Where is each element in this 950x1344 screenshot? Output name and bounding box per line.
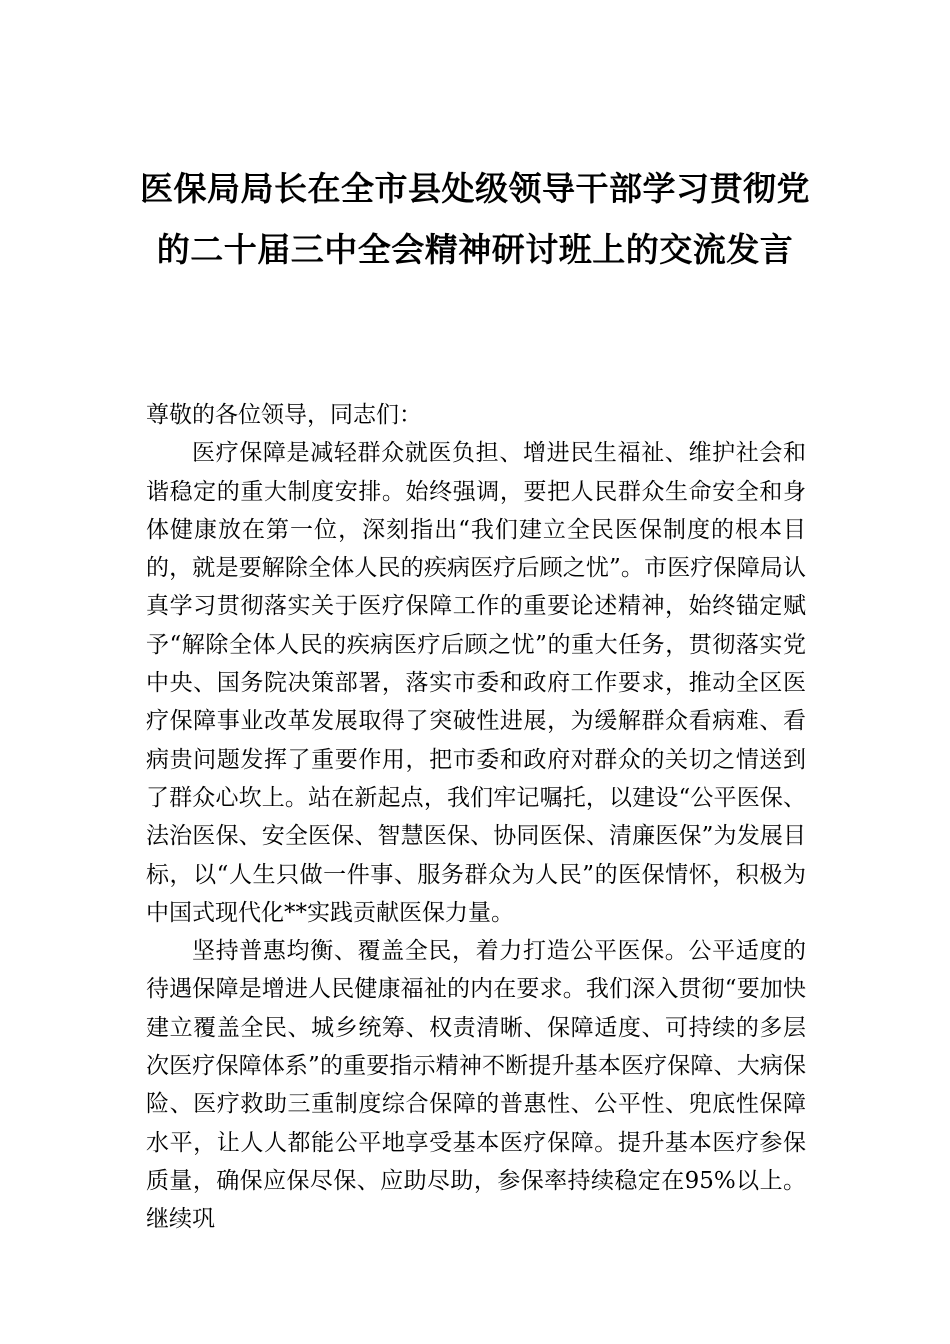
salutation: 尊敬的各位领导，同志们： [146,402,422,428]
document-body [146,396,806,1239]
paragraph-fair-insurance: 坚持普惠均衡、覆盖全民，着力打造公平医保。公平适度的待遇保障是增进人民健康福祉的内在要求。我们深入贯彻“要加快建立覆盖全民、城乡统筹、权责清晰、保障适度、可持续的多层次医疗保障体系”的重要指示精神不断提升基本医疗保障、大病保险、医疗救助三重制度综合保障的普惠性、公平性、兜底性保障水平，让人人都能公平地享受基本医疗保障。提升基本医疗参保质量，确保应保尽保、应助尽助，参保率持续稳定在95%以上。继续巩 [146,938,806,1233]
document-title: 医保局局长在全市县处级领导干部学习贯彻党的二十届三中全会精神研讨班上的交流发言 [140,169,810,269]
paragraph-intro: 医疗保障是减轻群众就医负担、增进民生福祉、维护社会和谐稳定的重大制度安排。始终强调，要把人民群众生命安全和身体健康放在第一位，深刻指出“我们建立全民医保制度的根本目的，就是要解除全体人民的疾病医疗后顾之忧”。市医疗保障局认真学习贯彻落实关于医疗保障工作的重要论述精神，始终锚定赋予“解除全体人民的疾病医疗后顾之忧”的重大任务，贯彻落实党中央、国务院决策部署，落实市委和政府工作要求，推动全区医疗保障事业改革发展取得了突破性进展，为缓解群众看病难、看病贵问题发挥了重要作用，把市委和政府对群众的关切之情送到了群众心坎上。站在新起点，我们牢记嘱托，以建设“公平医保、法治医保、安全医保、智慧医保、协同医保、清廉医保”为发展目标，以“人生只做一件事、服务群众为人民”的医保情怀，积极为中国式现代化**实践贡献医保力量。 [146,440,806,926]
